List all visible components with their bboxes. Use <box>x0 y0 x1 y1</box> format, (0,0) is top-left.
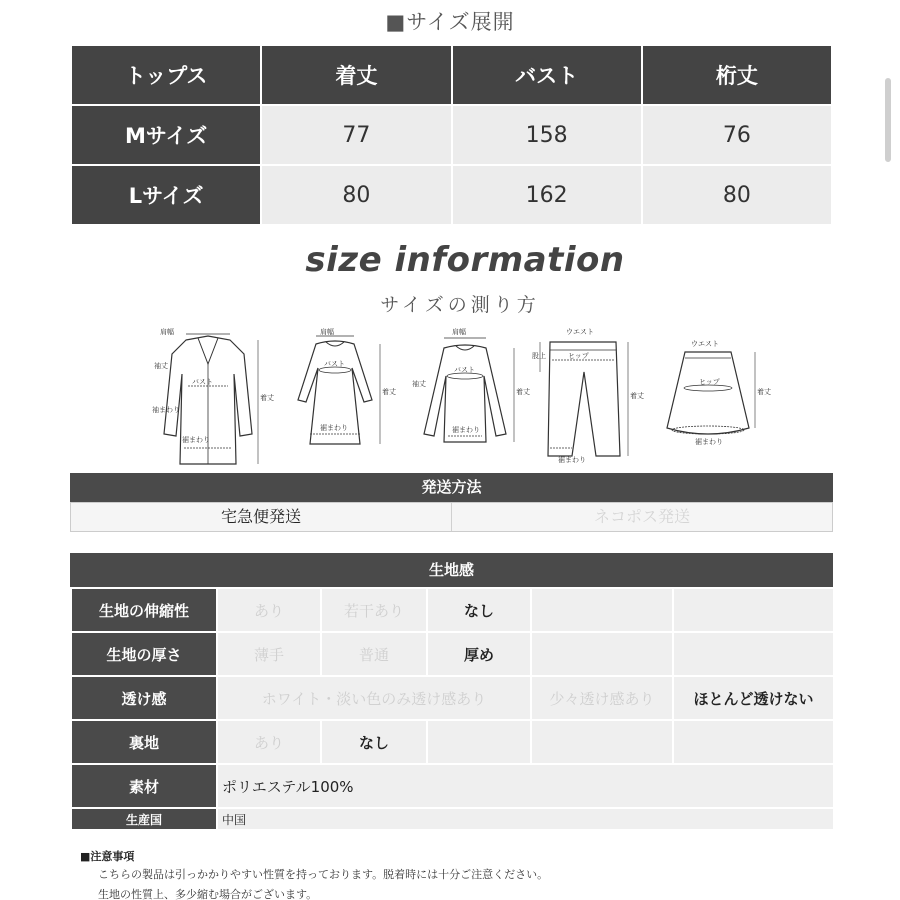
skirt-length-label: 着丈 <box>757 388 771 396</box>
measurement-subtitle: サイズの測り方 <box>380 294 540 316</box>
knit-illustration <box>408 324 530 470</box>
knit-length-label: 着丈 <box>516 388 530 396</box>
pants-hem-label: 裾まわり <box>558 456 586 464</box>
size-information-heading: size information <box>305 240 625 280</box>
notes-line: こちらの製品は引っかかりやすい性質を持っております。脱着時には十分ご注意ください。 <box>98 868 549 881</box>
fabric-row-origin <box>71 808 834 830</box>
size-row-label: Lサイズ <box>71 165 261 225</box>
coat-illustration <box>148 324 274 470</box>
coat-bust-label: バスト <box>192 378 213 386</box>
fabric-row-sheer <box>71 676 834 720</box>
pants-diagram <box>532 324 642 470</box>
pants-illustration <box>532 324 642 470</box>
fabric-empty-cell <box>531 632 673 676</box>
fabric-option-selected: なし <box>321 720 427 764</box>
fabric-row-label: 生地の伸縮性 <box>71 588 217 632</box>
fabric-empty-cell <box>427 720 531 764</box>
fabric-row-lining <box>71 720 834 764</box>
notes-line: 生地の性質上、多少縮む場合がございます。 <box>98 888 318 900</box>
dress-hem-label: 裾まわり <box>320 424 348 432</box>
fabric-option: 少々透け感あり <box>531 676 673 720</box>
pants-length-label: 着丈 <box>630 392 644 400</box>
fabric-option: 普通 <box>321 632 427 676</box>
size-row-label: Mサイズ <box>71 105 261 165</box>
coat-length-label: 着丈 <box>260 394 274 402</box>
scrollbar[interactable] <box>885 78 891 162</box>
fabric-row-label: 素材 <box>71 764 217 808</box>
fabric-row-stretch <box>71 588 834 632</box>
dress-shoulder-label: 肩幅 <box>320 328 334 336</box>
fabric-row-label: 裏地 <box>71 720 217 764</box>
fabric-empty-cell <box>531 588 673 632</box>
fabric-row-label: 生地の厚さ <box>71 632 217 676</box>
fabric-empty-cell <box>673 588 834 632</box>
pants-hip-label: ヒップ <box>568 352 589 360</box>
size-row-l <box>71 165 832 225</box>
shipping-option-takkyubin: 宅急便発送 <box>220 507 301 526</box>
size-cell: 80 <box>642 165 832 225</box>
size-row-m <box>71 105 832 165</box>
fabric-empty-cell <box>673 632 834 676</box>
size-cell: 158 <box>452 105 642 165</box>
skirt-hem-label: 裾まわり <box>695 438 723 446</box>
knit-hem-label: 裾まわり <box>452 426 480 434</box>
skirt-hip-label: ヒップ <box>699 378 720 386</box>
size-cell: 77 <box>261 105 451 165</box>
fabric-empty-cell <box>531 720 673 764</box>
size-cell: 80 <box>261 165 451 225</box>
dress-length-label: 着丈 <box>382 388 396 396</box>
notes-title: ■注意事項 <box>80 850 135 863</box>
size-table-header-row <box>71 45 832 105</box>
size-header-length: 着丈 <box>261 45 451 105</box>
size-header-bust: バスト <box>452 45 642 105</box>
fabric-option-selected: 厚め <box>427 632 531 676</box>
shipping-option-nekopos: ネコポス発送 <box>451 503 832 531</box>
knit-shoulder-label: 肩幅 <box>452 328 466 336</box>
fabric-option: あり <box>217 720 321 764</box>
shipping-options <box>70 502 833 532</box>
knit-diagram <box>408 324 530 470</box>
size-cell: 76 <box>642 105 832 165</box>
size-header-tops: トップス <box>71 45 261 105</box>
fabric-origin-value: 中国 <box>217 808 834 830</box>
coat-sleeve-label: 袖丈 <box>154 362 168 370</box>
knit-bust-label: バスト <box>454 366 475 374</box>
fabric-option: あり <box>217 588 321 632</box>
fabric-empty-cell <box>673 720 834 764</box>
skirt-diagram <box>655 324 771 470</box>
skirt-illustration <box>655 324 771 470</box>
fabric-row-material <box>71 764 834 808</box>
fabric-row-thickness <box>71 632 834 676</box>
fabric-table <box>70 587 835 831</box>
fabric-option: 若干あり <box>321 588 427 632</box>
shipping-header: 発送方法 <box>70 473 833 502</box>
coat-shoulder-label: 肩幅 <box>160 328 174 336</box>
fabric-option-selected: ほとんど透けない <box>673 676 834 720</box>
pants-rise-label: 股上 <box>532 352 546 360</box>
size-table <box>70 44 833 226</box>
coat-diagram <box>148 324 274 470</box>
dress-diagram <box>280 324 396 470</box>
skirt-waist-label: ウエスト <box>691 340 719 348</box>
size-cell: 162 <box>452 165 642 225</box>
dress-bust-label: バスト <box>324 360 345 368</box>
fabric-option-selected: なし <box>427 588 531 632</box>
size-header-sleeve: 桁丈 <box>642 45 832 105</box>
pants-waist-label: ウエスト <box>566 328 594 336</box>
knit-sleeve-label: 袖丈 <box>412 380 426 388</box>
fabric-material-value: ポリエステル100% <box>217 764 834 808</box>
fabric-header: 生地感 <box>70 553 833 587</box>
dress-illustration <box>280 324 396 470</box>
fabric-row-label: 透け感 <box>71 676 217 720</box>
coat-cuff-label: 袖まわり <box>152 406 180 414</box>
fabric-row-label: 生産国 <box>71 808 217 830</box>
coat-hem-label: 裾まわり <box>182 436 210 444</box>
fabric-option: 薄手 <box>217 632 321 676</box>
size-section-title: ■サイズ展開 <box>385 10 515 34</box>
fabric-option: ホワイト・淡い色のみ透け感あり <box>217 676 531 720</box>
